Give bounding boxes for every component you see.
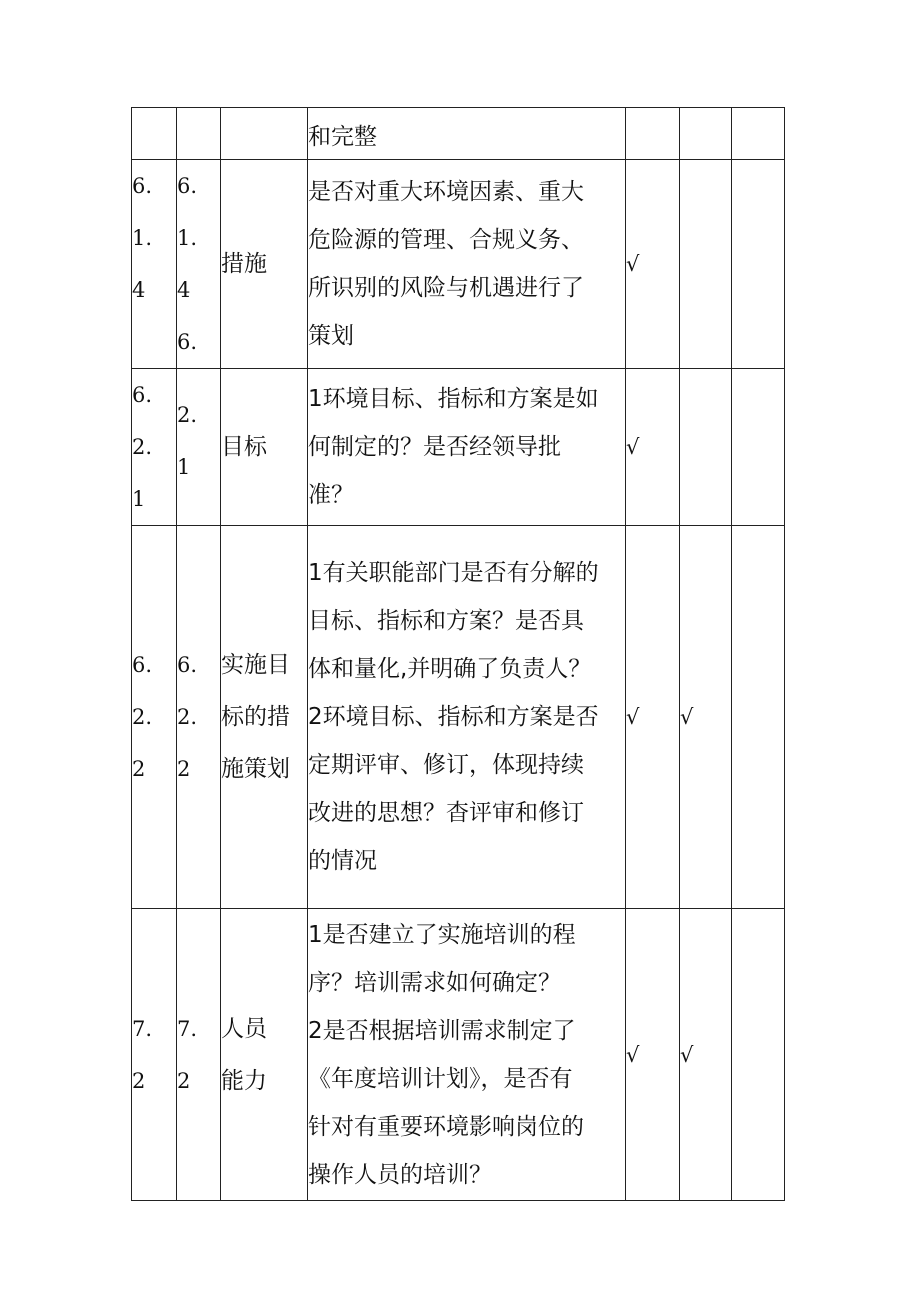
clause-number-cell: 7. 2 [132, 909, 177, 1201]
clause-number-cell: 6. 2. 2 [177, 526, 221, 909]
check-cell: √ [626, 160, 680, 369]
check-cell [626, 108, 680, 160]
audit-checklist-table [131, 107, 785, 1201]
clause-number-cell: 6. 1. 4 6. [177, 160, 221, 369]
clause-number-cell: 6. 1. 4 [132, 160, 177, 369]
category-cell: 措施 [221, 160, 308, 369]
check-cell [732, 369, 785, 526]
clause-number-cell: 6. 2. 2 [132, 526, 177, 909]
category-cell [221, 108, 308, 160]
check-cell: √ [680, 526, 732, 909]
check-cell [732, 108, 785, 160]
table-row [132, 909, 785, 1201]
category-cell: 目标 [221, 369, 308, 526]
check-cell [680, 160, 732, 369]
table-row [132, 526, 785, 909]
check-cell: √ [680, 909, 732, 1201]
table-row [132, 369, 785, 526]
table-row [132, 108, 785, 160]
check-cell [732, 160, 785, 369]
table-row [132, 160, 785, 369]
description-cell: 1是否建立了实施培训的程 序？培训需求如何确定？ 2是否根据培训需求制定了 《年度培训计划》，是否有 针对有重要环境影响岗位的 操作人员的培训？ [308, 909, 626, 1201]
description-cell: 是否对重大环境因素、重大 危险源的管理、合规义务、 所识别的风险与机遇进行了 策划 [308, 160, 626, 369]
category-cell: 实施目 标的措 施策划 [221, 526, 308, 909]
check-cell: √ [626, 526, 680, 909]
clause-number-cell [177, 108, 221, 160]
description-cell: 和完整 [308, 108, 626, 160]
clause-number-cell: 6. 2. 1 [132, 369, 177, 526]
check-cell [680, 369, 732, 526]
clause-number-cell: 7. 2 [177, 909, 221, 1201]
check-cell [732, 909, 785, 1201]
clause-number-cell [132, 108, 177, 160]
clause-number-cell: 2. 1 [177, 369, 221, 526]
check-cell [732, 526, 785, 909]
category-cell: 人员 能力 [221, 909, 308, 1201]
check-cell: √ [626, 369, 680, 526]
check-cell: √ [626, 909, 680, 1201]
description-cell: 1有关职能部门是否有分解的 目标、指标和方案？是否具 体和量化,并明确了负责人？ 2环境目标、指标和方案是否 定期评审、修订，体现持续 改进的思想？杳评审和修订 的情况 [308, 526, 626, 909]
description-cell: 1环境目标、指标和方案是如 何制定的？是否经领导批 准？ [308, 369, 626, 526]
check-cell [680, 108, 732, 160]
